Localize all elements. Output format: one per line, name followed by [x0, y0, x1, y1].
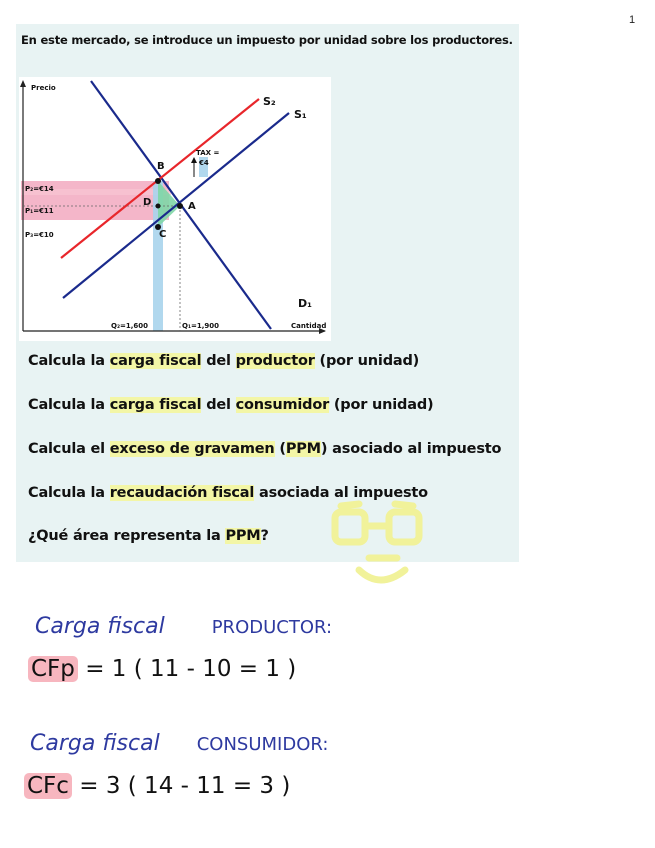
question-consumer-burden: Calcula la carga fiscal del consumidor (por unidad) [28, 397, 434, 413]
question-ppm-area: ¿Qué área representa la PPM? [28, 528, 269, 544]
point-a-marker [177, 203, 183, 209]
x-axis-label: Cantidad [291, 322, 327, 330]
demand-label: D₁ [298, 297, 312, 310]
tax-label-1: TAX = [196, 149, 220, 157]
page-number: 1 [629, 14, 636, 26]
p1-label: P₁=€11 [25, 207, 54, 215]
supply-1-label: S₁ [294, 108, 307, 121]
supply-2-label: S₂ [263, 95, 276, 108]
handwriting-heading-consumer: Carga fiscal CONSUMIDOR: [30, 731, 329, 756]
y-axis-arrow [20, 80, 26, 87]
y-axis-label: Precio [31, 84, 56, 92]
question-producer-burden: Calcula la carga fiscal del productor (por unidad) [28, 353, 420, 369]
handwriting-producer-answer: CFp = 1 ( 11 - 10 = 1 ) [28, 656, 296, 682]
question-deadweight-loss: Calcula el exceso de gravamen (PPM) asociado al impuesto [28, 441, 502, 457]
point-b-marker [155, 178, 161, 184]
point-d-label: D [143, 197, 152, 208]
point-b-label: B [157, 161, 165, 172]
point-c-label: C [159, 229, 167, 240]
p3-label: P₃=€10 [25, 231, 54, 239]
q1-label: Q₁=1,900 [182, 322, 220, 330]
tax-arrow-head [191, 157, 197, 163]
point-a-label: A [188, 201, 196, 212]
tax-label-2: €4 [199, 159, 209, 167]
handwriting-consumer-answer: CFc = 3 ( 14 - 11 = 3 ) [24, 773, 290, 799]
intro-text: En este mercado, se introduce un impuesto por unidad sobre los productores. [21, 33, 513, 47]
chart-svg [19, 77, 331, 341]
p2-label: P₂=€14 [25, 185, 54, 193]
handwriting-heading-producer: Carga fiscal PRODUCTOR: [35, 614, 333, 639]
q2-label: Q₂=1,600 [111, 322, 149, 330]
point-d-marker [156, 204, 161, 209]
tax-market-chart [19, 77, 331, 341]
smiley-doodle-icon [325, 500, 435, 595]
question-tax-revenue: Calcula la recaudación fiscal asociada al impuesto [28, 485, 428, 501]
